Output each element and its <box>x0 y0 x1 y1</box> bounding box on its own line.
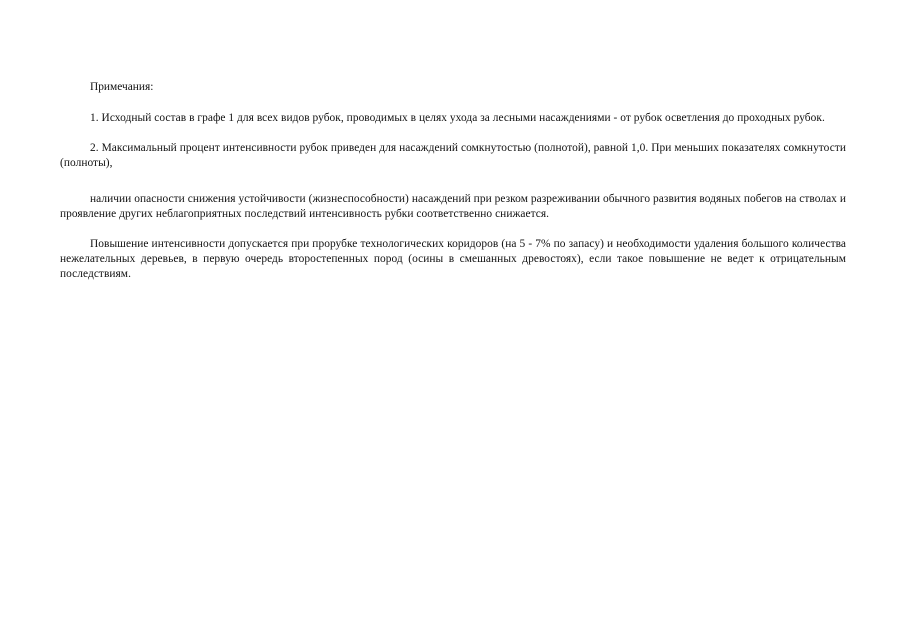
notes-heading: Примечания: <box>90 81 154 93</box>
note-paragraph-3: наличии опасности снижения устойчивости (жизнеспособности) насаждений при резком разреживании обычного развития водяных побегов на стволах и проявление других неблагоприятных последствий интенсивность рубки соответственно снижается. <box>60 193 846 220</box>
note-paragraph-4: Повышение интенсивности допускается при прорубке технологических коридоров (на 5 - 7% по запасу) и необходимости удаления большого количества нежелательных деревьев, в первую очередь второстепенных пород (осины в смешанных древостоях), если такое повышение не ведет к отрицательным последствиям. <box>60 238 846 280</box>
note-paragraph-1: 1. Исходный состав в графе 1 для всех видов рубок, проводимых в целях ухода за лесными насаждениями - от рубок осветления до проходных рубок. <box>90 112 825 124</box>
note-paragraph-2: 2. Максимальный процент интенсивности рубок приведен для насаждений сомкнутостью (полнотой), равной 1,0. При меньших показателях сомкнутости (полноты), <box>60 142 846 169</box>
notes-section <box>60 80 846 297</box>
